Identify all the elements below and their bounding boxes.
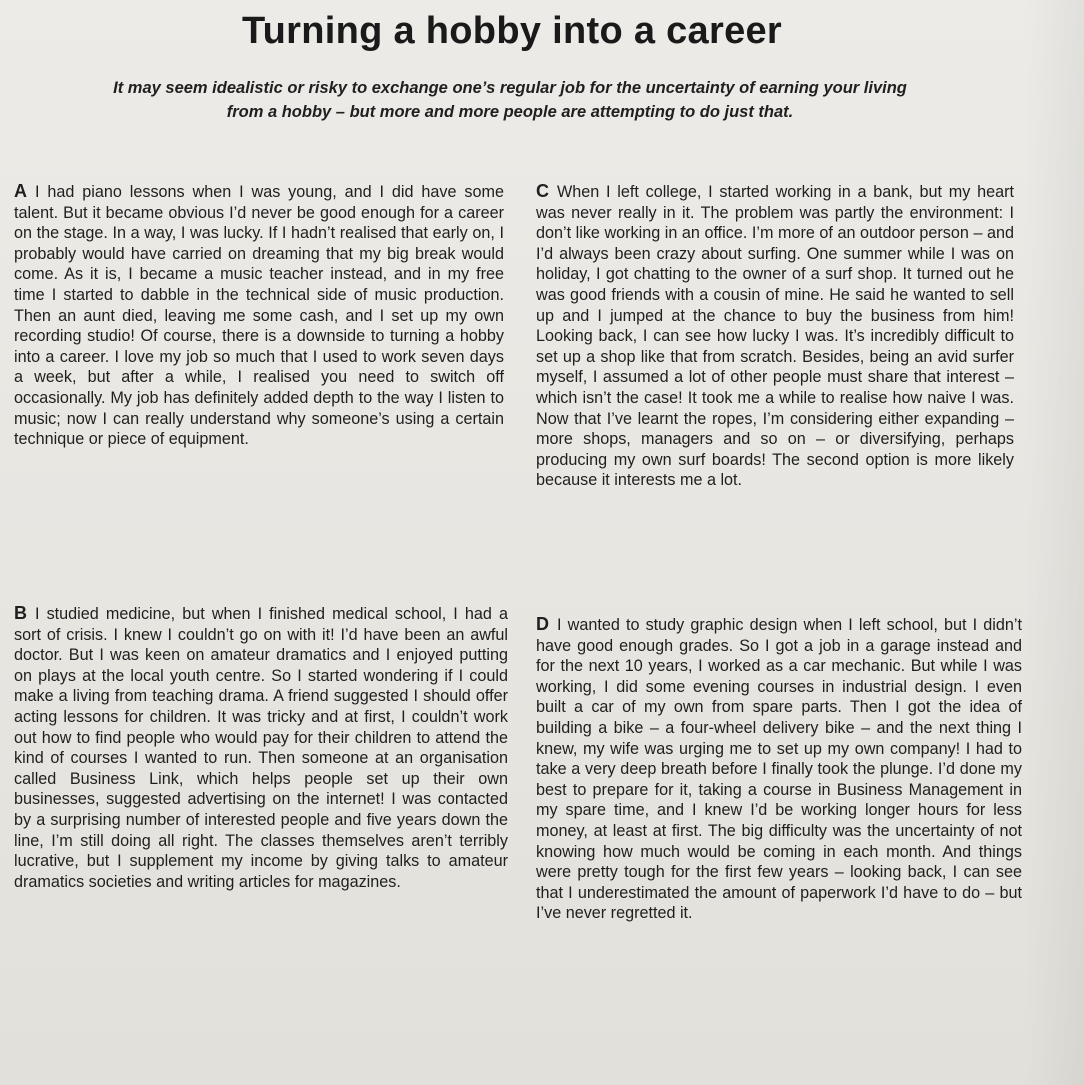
section-d [536, 614, 1022, 924]
section-b [14, 603, 508, 892]
section-b-letter: B [14, 603, 27, 623]
page-edge-shadow [1024, 0, 1084, 1085]
section-c-text: When I left college, I started working in a bank, but my heart was never really in it. The problem was partly the environment: I don’t like working in an office. I’m more of an outdoor person – and I’d always been crazy about surfing. One summer while I was on holiday, I got chatting to the owner of a surf shop. It turned out he was good friends with a cousin of mine. He said he wanted to sell up and I jumped at the chance to buy the business from him! Looking back, I can see how lucky I was. It’s incredibly difficult to set up a shop like that from scratch. Besides, being an avid surfer myself, I assumed a lot of other people must share that interest – which isn’t the case! It took me a while to realise how naive I was. Now that I’ve learnt the ropes, I’m considering either expanding – more shops, managers and so on – or diversifying, perhaps producing my own surf boards! The second option is more likely because it interests me a lot. [536, 183, 1014, 490]
section-c-letter: C [536, 181, 549, 201]
section-d-letter: D [536, 614, 549, 634]
article-intro: It may seem idealistic or risky to exchange one’s regular job for the uncertainty of earning your living from a hobby – but more and more people are attempting to do just that. [113, 79, 907, 121]
section-d-text: I wanted to study graphic design when I left school, but I didn’t have good enough grades. So I got a job in a garage instead and for the next 10 years, I worked as a car mechanic. But while I was working, I did some evening courses in industrial design. I even built a car of my own from spare parts. Then I got the idea of building a bike – a four-wheel delivery bike – and the next thing I knew, my wife was urging me to set up my own company! I had to take a very deep breath before I finally took the plunge. I’d done my best to prepare for it, taking a course in Business Management in my spare time, and I knew I’d be working longer hours for less money, at least at first. The big difficulty was the uncertainty of not knowing how much would be coming in each month. And things were pretty tough for the first few years – looking back, I can see that I underestimated the amount of paperwork I’d have to do – but I’ve never regretted it. [536, 616, 1022, 923]
article-title: Turning a hobby into a career [241, 10, 783, 52]
section-a-text: I had piano lessons when I was young, and I did have some talent. But it became obvious I’d never be good enough for a career on the stage. In a way, I was lucky. If I hadn’t realised that early on, I probably would have carried on dreaming that my big break would come. As it is, I became a music teacher instead, and in my free time I started to dabble in the technical side of music production. Then an aunt died, leaving me some cash, and I set up my own recording studio! Of course, there is a downside to turning a hobby into a career. I love my job so much that I used to work seven days a week, but after a while, I realised you need to switch off occasionally. My job has definitely added depth to the way I listen to music; now I can really understand why someone’s using a certain technique or piece of equipment. [14, 183, 504, 449]
section-c [536, 181, 1014, 491]
section-a [14, 181, 504, 450]
section-a-letter: A [14, 181, 27, 201]
section-b-text: I studied medicine, but when I finished medical school, I had a sort of crisis. I knew I couldn’t go on with it! I’d have been an awful doctor. But I was keen on amateur dramatics and I enjoyed putting on plays at the local youth centre. So I started wondering if I could make a living from teaching drama. A friend suggested I should offer acting lessons for children. It was tricky and at first, I couldn’t work out how to find people who would pay for their children to attend the kind of courses I wanted to run. Then someone at an organisation called Business Link, which helps people set up their own businesses, suggested advertising on the internet! I was contacted by a surprising number of interested people and five years down the line, I’m still doing all right. The classes themselves aren’t terribly lucrative, but I supplement my income by giving talks to amateur dramatics societies and writing articles for magazines. [14, 605, 508, 891]
